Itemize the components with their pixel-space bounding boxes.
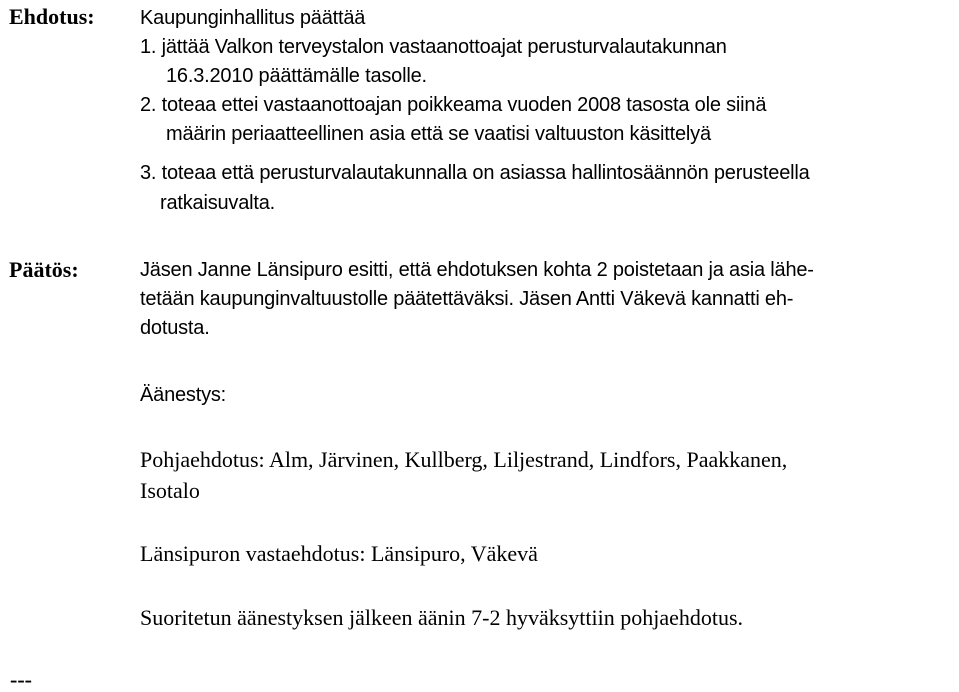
main-proposal-line-1: Pohjaehdotus: Alm, Järvinen, Kullberg, Liljestrand, Lindfors, Paakkanen, (140, 447, 788, 472)
counter-proposal: Länsipuron vastaehdotus: Länsipuro, Väkevä (140, 541, 538, 566)
decision-paragraph-line-1: Jäsen Janne Länsipuro esitti, että ehdotuksen kohta 2 poistetaan ja asia lähe- (140, 259, 814, 281)
proposal-item-1-line-2: 16.3.2010 päättämälle tasolle. (166, 65, 427, 87)
main-proposal-line-2: Isotalo (140, 478, 200, 503)
proposal-item-3-line-1: 3. toteaa että perusturvalautakunnalla on asiassa hallintosäännön perusteella (140, 162, 810, 184)
proposal-item-1-line-1: 1. jättää Valkon terveystalon vastaanottoajat perusturvalautakunnan (140, 36, 727, 58)
decision-paragraph-line-3: dotusta. (140, 317, 210, 339)
proposal-item-3-line-2: ratkaisuvalta. (160, 192, 276, 214)
vote-heading: Äänestys: (140, 384, 227, 406)
vote-result: Suoritetun äänestyksen jälkeen äänin 7-2 hyväksyttiin pohjaehdotus. (140, 605, 744, 630)
proposal-intro: Kaupunginhallitus päättää (140, 7, 366, 29)
proposal-label: Ehdotus: (9, 4, 95, 29)
proposal-item-2-line-2: määrin periaatteellinen asia että se vaatisi valtuuston käsittelyä (166, 123, 711, 145)
section-separator: --- (10, 667, 32, 692)
decision-paragraph-line-2: tetään kaupunginvaltuustolle päätettäväksi. Jäsen Antti Väkevä kannatti eh- (140, 288, 794, 310)
decision-label: Päätös: (9, 257, 79, 282)
proposal-item-2-line-1: 2. toteaa ettei vastaanottoajan poikkeama vuoden 2008 tasosta ole siinä (140, 94, 767, 116)
